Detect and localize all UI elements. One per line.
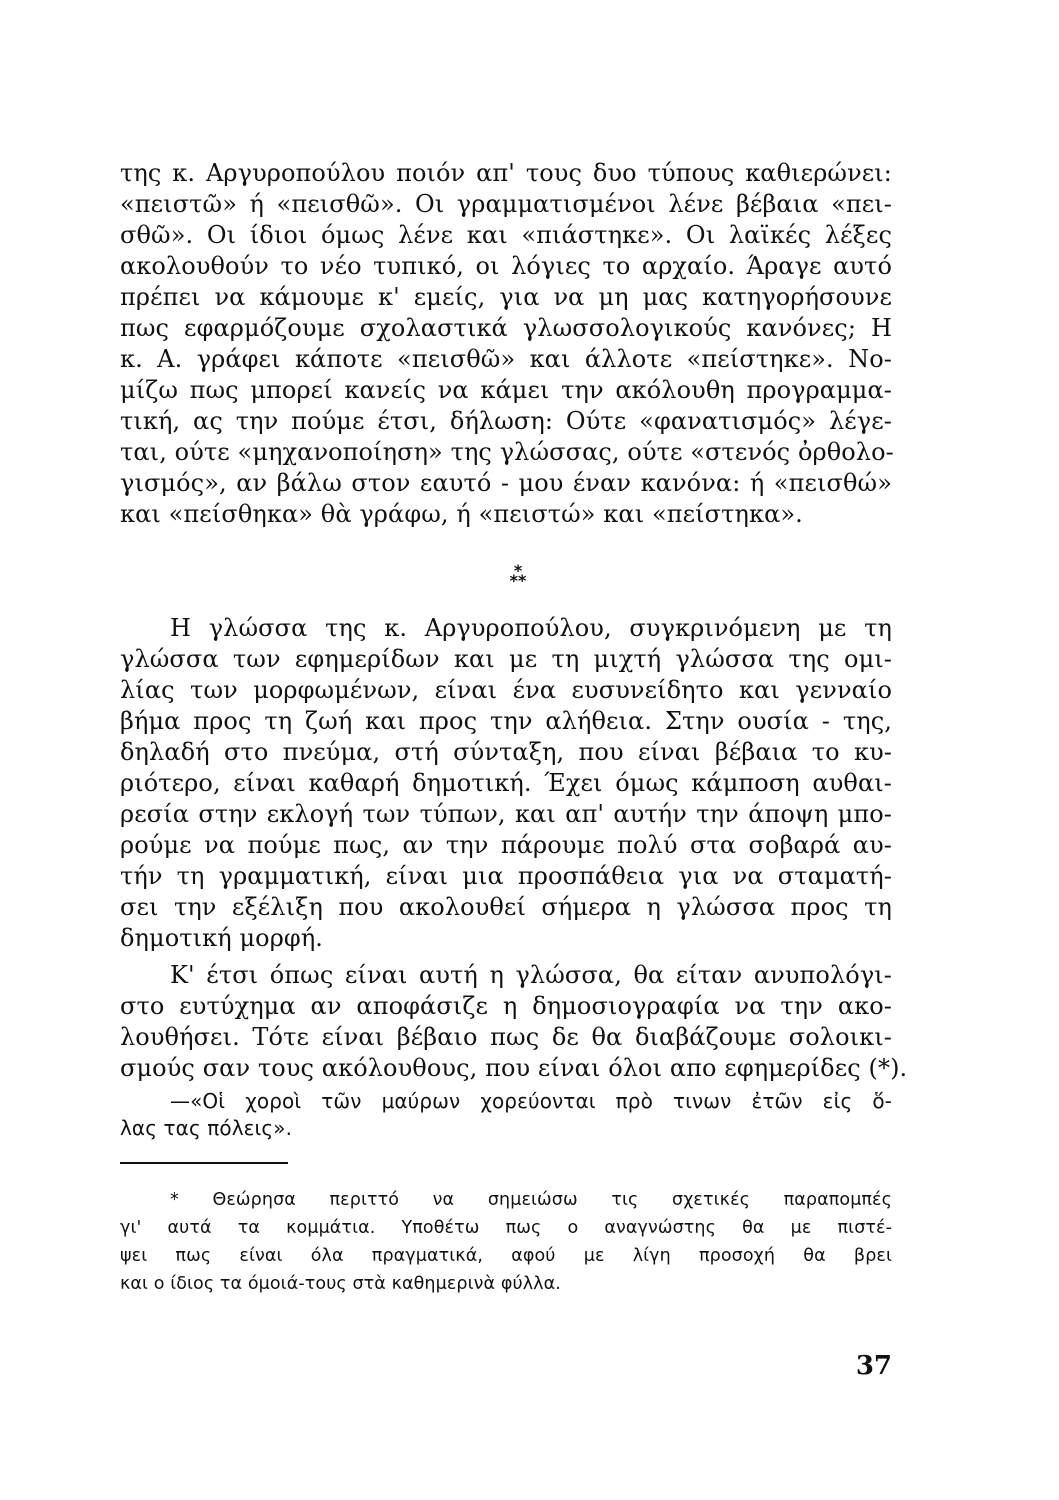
text-line: τήν τη γραμματική, είναι μια προσπάθεια για να σταματή- bbox=[120, 862, 892, 890]
text-line: σμούς σαν τους ακόλουθους, που είναι όλοι απο εφημερίδες (*). bbox=[120, 1054, 908, 1082]
footnote-line: γι' αυτά τα κομμάτια. Υποθέτω πως ο αναγνώστης θα με πιστέ- bbox=[120, 1218, 892, 1238]
text-line: γλώσσα των εφημερίδων και με τη μιχτή γλώσσα της ομι- bbox=[120, 645, 892, 673]
text-line: μίζω πως μπορεί κανείς να κάμει την ακόλουθη προγραμμα- bbox=[120, 376, 892, 404]
text-line: σει την εξέλιξη που ακολουθεί σήμερα η γλώσσα προς τη bbox=[120, 893, 892, 921]
text-line: βήμα προς τη ζωή και προς την αλήθεια. Στην ουσία - της, bbox=[120, 707, 892, 735]
page-number: 37 bbox=[855, 1351, 892, 1381]
text-line: δημοτική μορφή. bbox=[120, 924, 324, 952]
text-line: γισμός», αν βάλω στον εαυτό - μου έναν κανόνα: ή «πεισθώ» bbox=[120, 469, 892, 497]
paragraph-2 bbox=[120, 613, 892, 954]
text-line: ρούμε να πούμε πως, αν την πάρουμε πολύ στα σοβαρά αυ- bbox=[120, 831, 892, 859]
section-separator-asterisks bbox=[508, 561, 528, 596]
footnote-line: * Θεώρησα περιττό να σημειώσω τις σχετικές παραπομπές bbox=[170, 1190, 892, 1210]
text-line: Κ' έτσι όπως είναι αυτή η γλώσσα, θα είταν ανυπολόγι- bbox=[170, 961, 892, 989]
text-line: ριότερο, είναι καθαρή δημοτική. Έχει όμως κάμποση αυθαι- bbox=[120, 769, 892, 797]
text-line: —«Οἱ χοροὶ τῶν μαύρων χορεύονται πρὸ τινων ἐτῶν εἰς ὅ- bbox=[170, 1089, 892, 1113]
text-line: πρέπει να κάμουμε κ' εμείς, για να μη μας κατηγορήσουνε bbox=[120, 283, 892, 311]
text-line: και «πείσθηκα» θὰ γράφω, ή «πειστώ» και «πείστηκα». bbox=[120, 500, 803, 528]
text-line: λας τας πόλεις». bbox=[120, 1116, 293, 1140]
footnote-line: ψει πως είναι όλα πραγματικά, αφού με λίγη προσοχή θα βρει bbox=[120, 1246, 892, 1266]
text-line: ται, ούτε «μηχανοποίηση» της γλώσσας, ούτε «στενός ὀρθολο- bbox=[120, 438, 894, 466]
text-line: λίας των μορφωμένων, είναι ένα ευσυνείδητο και γενναίο bbox=[120, 676, 892, 704]
text-line: Η γλώσσα της κ. Αργυροπούλου, συγκρινόμενη με τη bbox=[170, 614, 892, 642]
text-line: στο ευτύχημα αν αποφάσιζε η δημοσιογραφία να την ακο- bbox=[120, 992, 892, 1020]
text-line: της κ. Αργυροπούλου ποιόν απ' τους δυο τύπους καθιερώνει: bbox=[120, 159, 892, 187]
footnote bbox=[120, 1186, 892, 1298]
text-line: «πειστῶ» ή «πεισθῶ». Οι γραμματισμένοι λένε βέβαια «πει- bbox=[120, 190, 892, 218]
paragraph-3 bbox=[120, 960, 908, 1084]
text-line: πως εφαρμόζουμε σχολαστικά γλωσσολογικούς κανόνες; Η bbox=[120, 314, 892, 342]
text-line: σθῶ». Οι ίδιοι όμως λένε και «πιάστηκε». Οι λαϊκές λέξες bbox=[120, 221, 892, 249]
asterism: * ** bbox=[509, 561, 527, 590]
footnote-divider bbox=[120, 1162, 288, 1164]
text-line: λουθήσει. Τότε είναι βέβαιο πως δε θα διαβάζουμε σολοικι- bbox=[120, 1023, 892, 1051]
footnote-line: και ο ίδιος τα όμοιά-τους στὰ καθημερινὰ φύλλα. bbox=[120, 1274, 561, 1294]
text-line: κ. Α. γράφει κάποτε «πεισθῶ» και άλλοτε «πείστηκε». Νο- bbox=[120, 345, 892, 373]
text-line: ρεσία στην εκλογή των τύπων, και απ' αυτήν την άποψη μπο- bbox=[120, 800, 892, 828]
text-line: ακολουθούν το νέο τυπικό, οι λόγιες το αρχαίο. Άραγε αυτό bbox=[120, 252, 892, 280]
paragraph-4-quote bbox=[120, 1088, 892, 1142]
text-line: τική, ας την πούμε έτσι, δήλωση: Ούτε «φανατισμός» λέγε- bbox=[120, 407, 892, 435]
paragraph-1 bbox=[120, 158, 892, 530]
text-line: δηλαδή στο πνεύμα, στή σύνταξη, που είναι βέβαια το κυ- bbox=[120, 738, 892, 766]
